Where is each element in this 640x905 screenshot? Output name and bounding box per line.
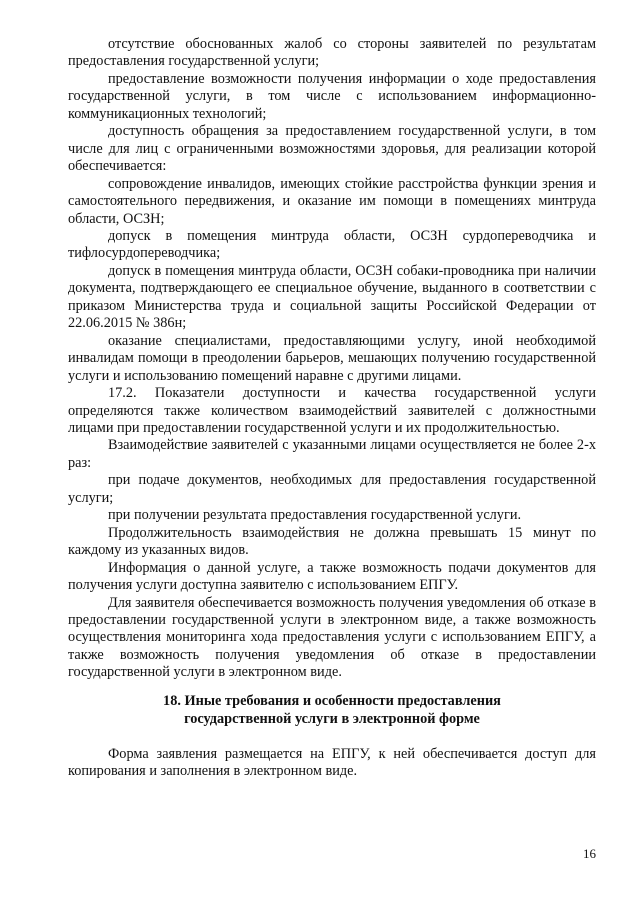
paragraph: оказание специалистами, предоставляющими услугу, иной необходимой инвалидам помощи в преодолении барьеров, мешающих получению государственной услуги и использованию помещений наравне с другими лицами. xyxy=(68,332,596,384)
paragraph: доступность обращения за предоставлением государственной услуги, в том числе для лиц с ограниченными возможностями здоровья, для реализации которой обеспечивается: xyxy=(68,123,596,175)
paragraph: Для заявителя обеспечивается возможность получения уведомления об отказе в предоставлении государственной услуги в электронном виде, а также возможность осуществления мониторинга хода предоставления услуги с использованием ЕПГУ, а также возможность получения уведомления об отказе в предоставлении государственной услуги в электронном виде. xyxy=(68,594,596,681)
paragraph: 17.2. Показатели доступности и качества государственной услуги определяются также количеством взаимодействий заявителей с должностными лицами при предоставлении государственной услуги и их продолжительностью. xyxy=(68,385,596,436)
page-number: 16 xyxy=(583,846,596,861)
final-paragraph: Форма заявления размещается на ЕПГУ, к ней обеспечивается доступ для копирования и заполнения в электронном виде. xyxy=(68,745,596,780)
section-heading-line-2: государственной услуги в электронной форме xyxy=(184,710,480,727)
paragraph: при подаче документов, необходимых для предоставления государственной услуги; xyxy=(68,472,596,506)
paragraph: допуск в помещения минтруда области, ОСЗН сурдопереводчика и тифлосурдопереводчика; xyxy=(68,227,596,262)
paragraph: сопровождение инвалидов, имеющих стойкие расстройства функции зрения и самостоятельного передвижения, и оказание им помощи в помещениях минтруда области, ОСЗН; xyxy=(68,175,596,227)
document-body xyxy=(68,36,596,781)
paragraph: Взаимодействие заявителей с указанными лицами осуществляется не более 2-х раз: xyxy=(68,437,596,471)
paragraph: допуск в помещения минтруда области, ОСЗН собаки-проводника при наличии документа, подтверждающего ее специальное обучение, выданного в соответствии с приказом Министерства труда и социальной защиты Российской Федерации от 22.06.2015 № 386н; xyxy=(68,262,596,332)
paragraph: отсутствие обоснованных жалоб со стороны заявителей по результатам предоставления государственной услуги; xyxy=(68,36,596,70)
paragraph: Продолжительность взаимодействия не должна превышать 15 минут по каждому из указанных видов. xyxy=(68,524,596,559)
paragraph: Информация о данной услуге, а также возможность подачи документов для получения услуги доступна заявителю с использованием ЕПГУ. xyxy=(68,559,596,594)
paragraph: предоставление возможности получения информации о ходе предоставления государственной услуги, в том числе с использованием информационно-коммуникационных технологий; xyxy=(68,70,596,122)
paragraph: при получении результата предоставления государственной услуги. xyxy=(108,507,522,524)
section-heading xyxy=(68,692,596,728)
section-heading-line-1: 18. Иные требования и особенности предоставления xyxy=(163,692,501,709)
